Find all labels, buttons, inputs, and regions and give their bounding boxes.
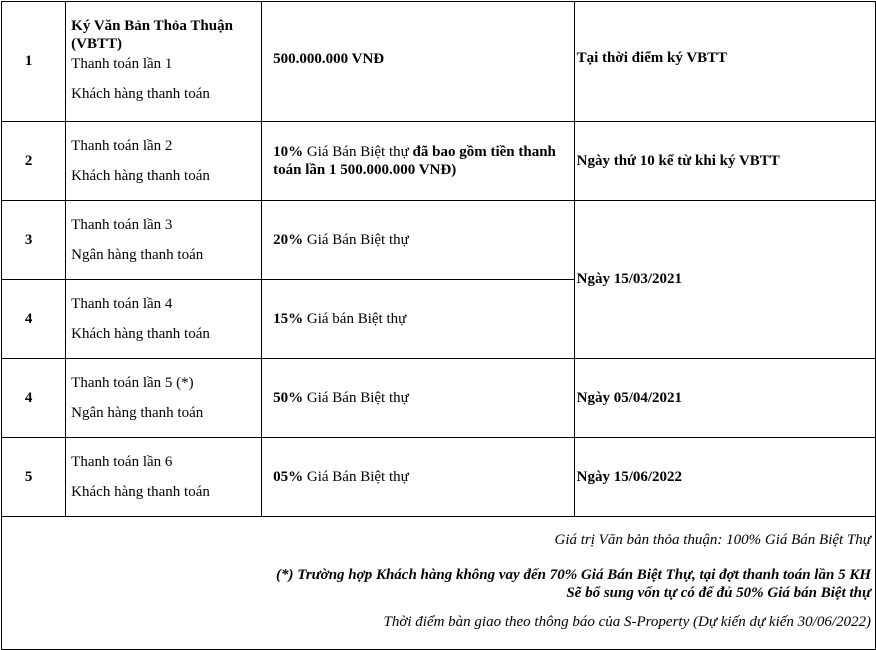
amount-cell: [262, 280, 574, 359]
due-date-cell: [574, 122, 875, 201]
row-number-cell: [2, 359, 66, 438]
installment-label: Thanh toán lần 2: [71, 138, 173, 154]
amount-note: đã bao gồm tiền thanh toán lần 1 500.000.000 VNĐ): [273, 144, 556, 178]
row-number: 5: [24, 468, 33, 485]
installment-cell: [66, 359, 262, 438]
amount-percent: 15%: [273, 311, 304, 327]
amount-text: Giá Bán Biệt thự: [303, 232, 409, 248]
loan-exception-line-2: Sẽ bổ sung vốn tự có để đủ 50% Giá bán Biệt thự: [566, 585, 871, 601]
amount-percent: 05%: [273, 469, 304, 485]
installment-label: Thanh toán lần 3: [71, 217, 173, 233]
contract-value-note: Giá trị Văn bản thỏa thuận: 100% Giá Bán Biệt Thự: [554, 532, 871, 548]
row-number-cell: [2, 201, 66, 280]
row-number-cell: [2, 122, 66, 201]
row-number-cell: [2, 2, 66, 122]
due-date-cell: [574, 438, 875, 517]
amount-percent: 50%: [273, 390, 304, 406]
amount-text: Giá Bán Biệt thự: [303, 390, 409, 406]
row-number-cell: [2, 438, 66, 517]
table-row: [2, 122, 876, 201]
payer-label: Khách hàng thanh toán: [71, 168, 210, 184]
installment-label: Thanh toán lần 6: [71, 454, 173, 470]
row-number: 4: [24, 389, 33, 406]
installment-label: Thanh toán lần 1: [71, 55, 173, 72]
amount-cell: [262, 438, 574, 517]
due-date: Ngày thứ 10 kể từ khi ký VBTT: [576, 152, 780, 169]
due-date-cell: [574, 2, 875, 122]
installment-label: Thanh toán lần 4: [71, 296, 173, 312]
due-date: Ngày 15/03/2021: [576, 271, 683, 287]
row-number-cell: [2, 280, 66, 359]
amount-cell: [262, 2, 574, 122]
due-date: Tại thời điểm ký VBTT: [576, 50, 728, 66]
installment-cell: [66, 438, 262, 517]
loan-exception-note: [11, 566, 871, 602]
payer-label: Ngân hàng thanh toán: [71, 247, 204, 263]
due-date-cell: [574, 359, 875, 438]
table-row: [2, 359, 876, 438]
amount-text: Giá Bán Biệt thự: [303, 469, 409, 485]
row-number: 3: [24, 231, 33, 248]
amount-percent: 10%: [273, 144, 304, 160]
handover-note: Thời điểm bàn giao theo thông báo của S-Property (Dự kiến dự kiến 30/06/2022): [383, 614, 871, 630]
amount-cell: [262, 122, 574, 201]
table-row: [2, 2, 876, 122]
amount-cell: [262, 359, 574, 438]
due-date-cell: [574, 201, 875, 359]
payment-schedule-table: [1, 1, 876, 650]
installment-cell: [66, 280, 262, 359]
amount-percent: 20%: [273, 232, 304, 248]
amount-text: Giá bán Biệt thự: [303, 311, 407, 327]
row-number: 4: [24, 310, 33, 327]
amount-value: 500.000.000 VNĐ: [273, 51, 385, 67]
amount-text: Giá Bán Biệt thự: [303, 144, 413, 160]
due-date: Ngày 05/04/2021: [576, 389, 683, 406]
row-number: 1: [24, 53, 33, 69]
row-number: 2: [24, 152, 33, 169]
payer-label: Khách hàng thanh toán: [71, 484, 210, 500]
payer-label: Ngân hàng thanh toán: [71, 405, 204, 421]
loan-exception-line-1: (*) Trường hợp Khách hàng không vay đến 70% Giá Bán Biệt Thự, tại đợt thanh toán lần 5 KH: [275, 567, 871, 583]
amount-cell: [262, 201, 574, 280]
installment-label: Thanh toán lần 5 (*): [71, 375, 194, 391]
table-row: [2, 201, 876, 280]
installment-title: Ký Văn Bản Thỏa Thuận (VBTT): [71, 17, 233, 52]
payer-label: Khách hàng thanh toán: [71, 326, 210, 342]
installment-cell: [66, 201, 262, 280]
installment-cell: [66, 122, 262, 201]
installment-cell: [66, 2, 262, 122]
table-row: [2, 438, 876, 517]
due-date: Ngày 15/06/2022: [576, 468, 683, 485]
payer-label: Khách hàng thanh toán: [71, 85, 210, 102]
